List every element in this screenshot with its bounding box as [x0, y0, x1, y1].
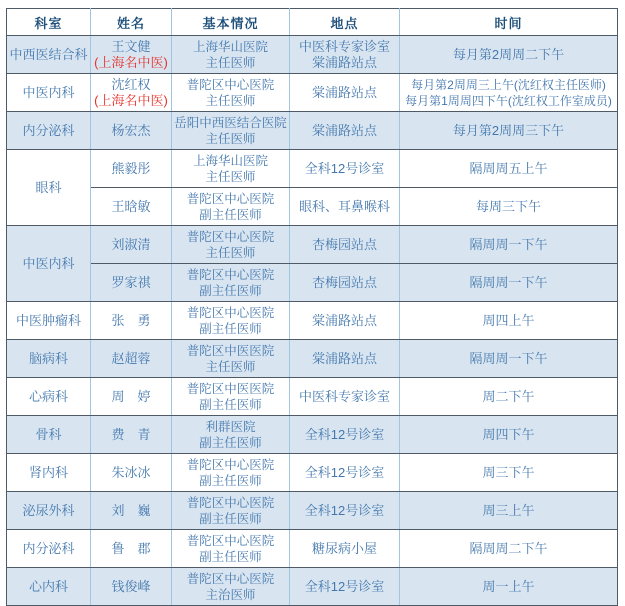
doctor-schedule-table: [6, 8, 618, 606]
text-line: 副主任医师: [199, 321, 262, 336]
text-line: 周一上午: [482, 578, 535, 594]
text-line: 中医内科: [22, 255, 75, 271]
cell-doctor-name: [91, 74, 172, 112]
cell-basic-info: [172, 112, 290, 150]
cell-location: [290, 530, 400, 568]
cell-doctor-name: [91, 492, 172, 530]
header-row: [7, 9, 618, 36]
text-line: 心内科: [28, 578, 68, 594]
text-line: 周四上午: [482, 312, 535, 328]
text-line: 熊毅彤: [111, 160, 151, 176]
text-line: 隔周周一下午: [469, 236, 548, 252]
table-row: [7, 302, 618, 340]
text-line: 隔周周一下午: [469, 350, 548, 366]
table-row: [7, 188, 618, 226]
text-line: 眼科: [35, 179, 62, 195]
text-line: 鲁 郡: [111, 540, 151, 556]
text-line: 主任医师: [205, 169, 256, 184]
cell-location: [290, 188, 400, 226]
text-line: 普陀区中医医院: [186, 381, 275, 396]
cell-doctor-name: [91, 454, 172, 492]
cell-basic-info: [172, 188, 290, 226]
text-line: 周二下午: [482, 388, 535, 404]
cell-time: [400, 378, 618, 416]
text-line: 张 勇: [111, 312, 151, 328]
cell-location: [290, 378, 400, 416]
col-header-basic-info: 基本情况: [172, 9, 290, 36]
text-line: 全科12号诊室: [304, 426, 385, 442]
cell-department: [7, 226, 91, 302]
cell-department: [7, 302, 91, 340]
text-line: 棠浦路站点: [311, 350, 377, 366]
text-line: 每月第2周周三下午: [452, 122, 565, 138]
text-line: 周 婷: [111, 388, 151, 404]
text-line: 副主任医师: [199, 435, 262, 450]
text-line: 隔周周一下午: [469, 274, 548, 290]
cell-doctor-name: [91, 112, 172, 150]
cell-time: [400, 416, 618, 454]
cell-basic-info: [172, 74, 290, 112]
table-row: [7, 416, 618, 454]
cell-time: [400, 74, 618, 112]
text-line: 普陀区中心医院: [186, 533, 275, 548]
cell-time: [400, 568, 618, 606]
text-line: 每月第1周周四下午(沈红权工作室成员): [405, 93, 612, 108]
col-header-department: 科室: [7, 9, 91, 36]
text-line: 全科12号诊室: [304, 464, 385, 480]
cell-department: [7, 530, 91, 568]
text-line: 中医肿瘤科: [15, 312, 81, 328]
cell-time: [400, 454, 618, 492]
text-line: 副主任医师: [199, 397, 262, 412]
text-line: 中医内科: [22, 84, 75, 100]
text-line: 每月第2周周二下午: [452, 46, 565, 62]
cell-location: [290, 340, 400, 378]
cell-location: [290, 568, 400, 606]
cell-department: [7, 454, 91, 492]
cell-location: [290, 112, 400, 150]
cell-basic-info: [172, 378, 290, 416]
text-line: 隔周周二下午: [469, 540, 548, 556]
col-header-name: 姓名: [91, 9, 172, 36]
text-line: 王晗敏: [111, 198, 151, 214]
table-row: [7, 264, 618, 302]
text-line: 杨宏杰: [111, 122, 151, 138]
cell-location: [290, 226, 400, 264]
text-line: 普陀区中心医院: [186, 495, 275, 510]
cell-location: [290, 264, 400, 302]
cell-location: [290, 302, 400, 340]
cell-time: [400, 302, 618, 340]
cell-location: [290, 492, 400, 530]
cell-time: [400, 36, 618, 74]
cell-doctor-name: [91, 530, 172, 568]
cell-basic-info: [172, 530, 290, 568]
cell-doctor-name: [91, 226, 172, 264]
cell-basic-info: [172, 226, 290, 264]
cell-basic-info: [172, 150, 290, 188]
text-line: (上海名中医): [94, 54, 168, 70]
cell-department: [7, 74, 91, 112]
text-line: 棠浦路站点: [311, 122, 377, 138]
cell-location: [290, 36, 400, 74]
cell-department: [7, 416, 91, 454]
cell-time: [400, 492, 618, 530]
text-line: 主任医师: [205, 131, 256, 146]
cell-doctor-name: [91, 568, 172, 606]
text-line: 周三下午: [482, 464, 535, 480]
text-line: 每月第2周周三上午(沈红权主任医师): [411, 77, 606, 92]
table-row: [7, 492, 618, 530]
cell-department: [7, 378, 91, 416]
cell-basic-info: [172, 340, 290, 378]
cell-basic-info: [172, 492, 290, 530]
cell-time: [400, 188, 618, 226]
text-line: 全科12号诊室: [304, 160, 385, 176]
text-line: 副主任医师: [199, 283, 262, 298]
text-line: 主任医师: [205, 55, 256, 70]
cell-basic-info: [172, 302, 290, 340]
text-line: 棠浦路站点: [311, 312, 377, 328]
text-line: 普陀区中心医院: [186, 77, 275, 92]
cell-doctor-name: [91, 36, 172, 74]
text-line: 罗家祺: [111, 274, 151, 290]
text-line: 骨科: [35, 426, 62, 442]
table-body: [7, 36, 618, 606]
text-line: 隔周周五上午: [469, 160, 548, 176]
text-line: 泌尿外科: [22, 502, 75, 518]
text-line: 周三上午: [482, 502, 535, 518]
col-header-time: 时间: [400, 9, 618, 36]
cell-doctor-name: [91, 150, 172, 188]
text-line: 中西医结合科: [9, 46, 88, 62]
text-line: 沈红权: [111, 76, 151, 92]
cell-department: [7, 150, 91, 226]
table-row: [7, 454, 618, 492]
cell-doctor-name: [91, 264, 172, 302]
text-line: 岳阳中西医结合医院: [174, 115, 287, 130]
cell-doctor-name: [91, 302, 172, 340]
text-line: 普陀区中心医院: [186, 267, 275, 282]
table-row: [7, 568, 618, 606]
text-line: 上海华山医院: [192, 153, 268, 168]
table-row: [7, 112, 618, 150]
text-line: 王文健: [111, 38, 151, 54]
cell-time: [400, 226, 618, 264]
text-line: 脑病科: [28, 350, 68, 366]
cell-department: [7, 112, 91, 150]
cell-department: [7, 568, 91, 606]
text-line: 杏梅园站点: [311, 274, 377, 290]
cell-basic-info: [172, 454, 290, 492]
cell-doctor-name: [91, 340, 172, 378]
text-line: 主任医师: [205, 245, 256, 260]
cell-basic-info: [172, 264, 290, 302]
cell-time: [400, 150, 618, 188]
col-header-location: 地点: [290, 9, 400, 36]
table-row: [7, 36, 618, 74]
text-line: (上海名中医): [94, 92, 168, 108]
cell-location: [290, 454, 400, 492]
text-line: 朱冰冰: [111, 464, 151, 480]
text-line: 刘 巍: [111, 502, 151, 518]
text-line: 主治医师: [205, 587, 256, 602]
text-line: 刘淑清: [111, 236, 151, 252]
cell-location: [290, 74, 400, 112]
text-line: 糖尿病小屋: [311, 540, 377, 556]
cell-department: [7, 36, 91, 74]
cell-time: [400, 530, 618, 568]
cell-doctor-name: [91, 416, 172, 454]
text-line: 周四下午: [482, 426, 535, 442]
cell-department: [7, 340, 91, 378]
text-line: 费 青: [111, 426, 151, 442]
text-line: 主任医师: [205, 93, 256, 108]
cell-doctor-name: [91, 378, 172, 416]
text-line: 中医科专家诊室: [298, 388, 390, 404]
text-line: 普陀区中医医院: [186, 343, 275, 358]
table-row: [7, 74, 618, 112]
text-line: 全科12号诊室: [304, 578, 385, 594]
text-line: 普陀区中心医院: [186, 571, 275, 586]
cell-basic-info: [172, 36, 290, 74]
text-line: 普陀区中心医院: [186, 305, 275, 320]
text-line: 主任医师: [205, 359, 256, 374]
text-line: 副主任医师: [199, 511, 262, 526]
cell-location: [290, 150, 400, 188]
text-line: 副主任医师: [199, 549, 262, 564]
text-line: 副主任医师: [199, 473, 262, 488]
text-line: 眼科、耳鼻喉科: [298, 198, 390, 214]
text-line: 利群医院: [205, 419, 256, 434]
text-line: 每周三下午: [475, 198, 541, 214]
cell-doctor-name: [91, 188, 172, 226]
table-row: [7, 226, 618, 264]
table-row: [7, 530, 618, 568]
text-line: 普陀区中心医院: [186, 229, 275, 244]
table-row: [7, 378, 618, 416]
text-line: 赵超蓉: [111, 350, 151, 366]
cell-department: [7, 492, 91, 530]
cell-location: [290, 416, 400, 454]
text-line: 普陀区中心医院: [186, 191, 275, 206]
table-row: [7, 340, 618, 378]
cell-time: [400, 340, 618, 378]
text-line: 普陀区中心医院: [186, 457, 275, 472]
table-row: [7, 150, 618, 188]
text-line: 副主任医师: [199, 207, 262, 222]
cell-time: [400, 112, 618, 150]
text-line: 心病科: [28, 388, 68, 404]
cell-basic-info: [172, 416, 290, 454]
text-line: 内分泌科: [22, 540, 75, 556]
text-line: 上海华山医院: [192, 39, 268, 54]
text-line: 内分泌科: [22, 122, 75, 138]
cell-basic-info: [172, 568, 290, 606]
text-line: 全科12号诊室: [304, 502, 385, 518]
text-line: 中医科专家诊室: [298, 38, 390, 54]
text-line: 杏梅园站点: [311, 236, 377, 252]
text-line: 钱俊峰: [111, 578, 151, 594]
cell-time: [400, 264, 618, 302]
text-line: 棠浦路站点: [311, 54, 377, 70]
text-line: 肾内科: [28, 464, 68, 480]
text-line: 棠浦路站点: [311, 84, 377, 100]
